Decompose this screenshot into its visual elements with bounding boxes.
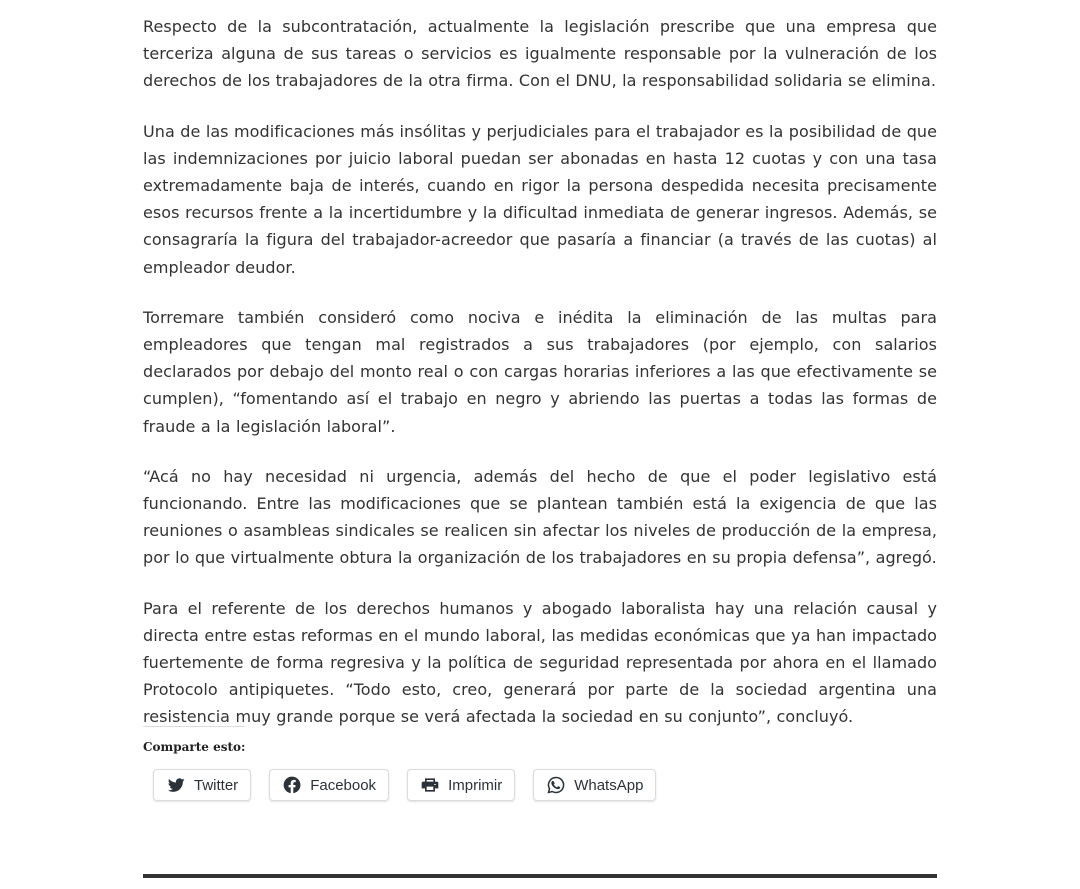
- article-paragraph: Torremare también consideró como nociva e inédita la eliminación de las multas para empleadores que tengan mal registrados a sus trabajadores (por ejemplo, con salarios declarados por debajo del monto real o con cargas horarias inferiores a las que efectivamente se cumplen), “fomentando así el trabajo en negro y abriendo las puertas a todas las formas de fraude a la legislación laboral”.: [143, 307, 937, 436]
- share-facebook-button[interactable]: [269, 769, 389, 801]
- share-title: Comparte esto:: [143, 726, 245, 755]
- share-button-label: Imprimir: [448, 776, 503, 794]
- share-print-button[interactable]: [407, 769, 515, 801]
- article-body: [143, 13, 937, 754]
- article-paragraph: Una de las modificaciones más insólitas y perjudiciales para el trabajador es la posibilidad de que las indemnizaciones por juicio laboral puedan ser abonadas en hasta 12 cuotas y con una tasa extremadamente baja de interés, cuando en rigor la persona despedida necesita precisamente esos recursos frente a la incertidumbre y la dificultad inmediata de generar ingresos. Además, se consagraría la figura del trabajador-acreedor que pasaría a financiar (a través de las cuotas) al empleador deudor.: [143, 121, 937, 277]
- article-paragraph: Para el referente de los derechos humanos y abogado laboralista hay una relación causal y directa entre estas reformas en el mundo laboral, las medidas económicas que ya han impactado fuertemente de forma regresiva y la política de seguridad representada por ahora en el llamado Protocolo antipiquetes. “Todo esto, creo, generará por parte de la sociedad argentina una resistencia muy grande porque se verá afectada la sociedad en su conjunto”, concluyó.: [143, 598, 937, 727]
- share-button-label: WhatsApp: [574, 776, 644, 794]
- share-button-label: Twitter: [194, 776, 239, 794]
- share-twitter-button[interactable]: [153, 769, 251, 801]
- article-paragraph: Respecto de la subcontratación, actualmente la legislación prescribe que una empresa que terceriza alguna de sus tareas o servicios es igualmente responsable por la vulneración de los derechos de los trabajadores de la otra firma. Con el DNU, la responsabilidad solidaria se elimina.: [143, 17, 937, 91]
- twitter-icon: [166, 775, 186, 795]
- share-button-label: Facebook: [310, 776, 377, 794]
- share-buttons: [153, 769, 937, 801]
- share-section: [143, 726, 937, 801]
- content-divider: [143, 874, 937, 878]
- print-icon: [420, 775, 440, 795]
- whatsapp-icon: [546, 775, 566, 795]
- share-whatsapp-button[interactable]: [533, 769, 656, 801]
- facebook-icon: [282, 775, 302, 795]
- article-paragraph: “Acá no hay necesidad ni urgencia, además del hecho de que el poder legislativo está funcionando. Entre las modificaciones que se plantean también está la exigencia de que las reuniones o asambleas sindicales se realicen sin afectar los niveles de producción de la empresa, por lo que virtualmente obtura la organización de los trabajadores en su propia defensa”, agregó.: [143, 466, 937, 568]
